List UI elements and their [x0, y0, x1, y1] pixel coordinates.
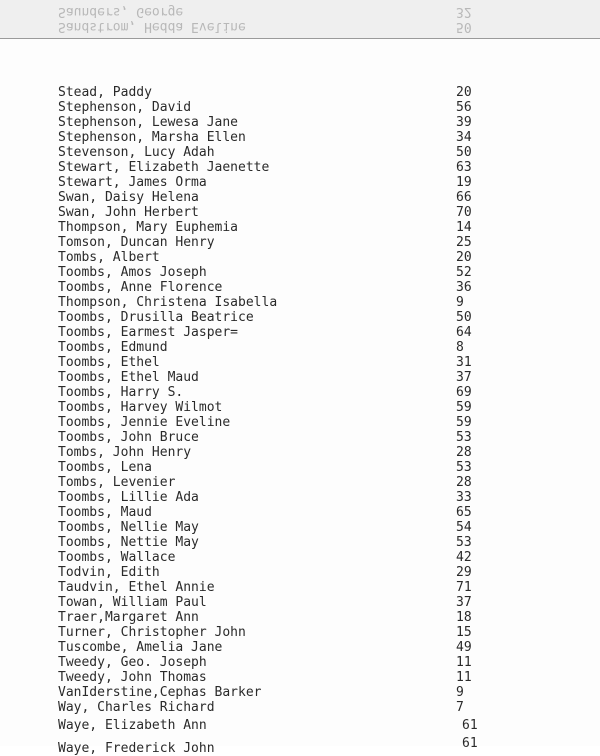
list-item	[58, 625, 578, 640]
entry-name: Toombs, Anne Florence	[58, 280, 223, 295]
list-item	[58, 280, 578, 295]
list-item	[58, 460, 578, 475]
list-item	[58, 310, 578, 325]
previous-page-strip	[0, 0, 600, 39]
list-item	[58, 640, 578, 655]
list-item	[58, 535, 578, 550]
list-item	[58, 685, 578, 700]
entry-age: 50	[456, 145, 472, 160]
entry-age: 36	[456, 280, 472, 295]
entry-name: Toombs, Wallace	[58, 550, 176, 565]
list-item	[58, 610, 578, 625]
entry-name: Waye, Elizabeth Ann	[58, 718, 207, 733]
entry-name: VanIderstine,Cephas Barker	[58, 685, 262, 700]
entry-name: Toombs, Nettie May	[58, 535, 199, 550]
entry-name: Waye, Frederick John	[58, 741, 215, 756]
entry-name: Stead, Paddy	[58, 85, 152, 100]
list-item	[58, 505, 578, 520]
entry-age: 31	[456, 355, 472, 370]
entry-name: Stephenson, David	[58, 100, 192, 115]
entry-age: 15	[456, 625, 472, 640]
entry-name: Tweedy, John Thomas	[58, 670, 207, 685]
list-item	[58, 130, 578, 145]
entry-name: Tombs, Albert	[58, 250, 160, 265]
list-item	[58, 205, 578, 220]
list-item	[58, 220, 578, 235]
entry-name: Tomson, Duncan Henry	[58, 235, 215, 250]
entry-age: 52	[456, 265, 472, 280]
entry-age: 53	[456, 535, 472, 550]
entry-name: Traer,Margaret Ann	[58, 610, 199, 625]
entry-name: Toombs, Lena	[58, 460, 152, 475]
entry-age: 49	[456, 640, 472, 655]
entry-name: Toombs, Amos Joseph	[58, 265, 207, 280]
entry-age: 8	[456, 340, 464, 355]
bleed-through-age: 50	[456, 19, 472, 34]
list-item	[58, 265, 578, 280]
list-item	[58, 490, 578, 505]
list-item	[58, 430, 578, 445]
entry-age: 20	[456, 85, 472, 100]
entry-age: 66	[456, 190, 472, 205]
entry-age: 65	[456, 505, 472, 520]
entry-name: Todvin, Edith	[58, 565, 160, 580]
list-item	[58, 400, 578, 415]
entry-name: Stevenson, Lucy Adah	[58, 145, 215, 160]
entry-age: 37	[456, 370, 472, 385]
entry-name: Toombs, Lillie Ada	[58, 490, 199, 505]
bleed-through-line: Sandstrom, Hedda Eveline	[58, 19, 246, 34]
entry-name: Stephenson, Marsha Ellen	[58, 130, 246, 145]
list-item	[58, 700, 578, 715]
entry-name: Turner, Christopher John	[58, 625, 246, 640]
entry-name: Toombs, John Bruce	[58, 430, 199, 445]
list-item	[58, 100, 578, 115]
list-item	[58, 670, 578, 685]
entry-name: Taudvin, Ethel Annie	[58, 580, 215, 595]
entry-age: 18	[456, 610, 472, 625]
list-item	[58, 580, 578, 595]
entry-age: 59	[456, 400, 472, 415]
entry-age: 53	[456, 430, 472, 445]
entry-name: Towan, William Paul	[58, 595, 207, 610]
list-item	[58, 340, 578, 355]
entry-name: Swan, John Herbert	[58, 205, 199, 220]
list-item	[58, 370, 578, 385]
entry-age: 20	[456, 250, 472, 265]
list-item	[58, 655, 578, 670]
entry-age: 39	[456, 115, 472, 130]
list-item	[58, 355, 578, 370]
entry-name: Toombs, Jennie Eveline	[58, 415, 231, 430]
entry-name: Tweedy, Geo. Joseph	[58, 655, 207, 670]
entry-name: Toombs, Drusilla Beatrice	[58, 310, 254, 325]
entry-name: Toombs, Earmest Jasper=	[58, 325, 239, 340]
list-item	[58, 718, 578, 733]
entry-age: 64	[456, 325, 472, 340]
bleed-through-age: 32	[456, 4, 472, 19]
list-item	[58, 250, 578, 265]
entry-age: 42	[456, 550, 472, 565]
entry-age: 61	[462, 736, 478, 751]
entry-name: Thompson, Christena Isabella	[58, 295, 278, 310]
entry-age: 37	[456, 595, 472, 610]
entry-age: 9	[456, 685, 464, 700]
list-item	[58, 565, 578, 580]
entry-age: 50	[456, 310, 472, 325]
entry-age: 25	[456, 235, 472, 250]
list-item	[58, 595, 578, 610]
entry-name: Way, Charles Richard	[58, 700, 215, 715]
list-item	[58, 415, 578, 430]
list-item	[58, 736, 578, 756]
entry-age: 63	[456, 160, 472, 175]
list-item	[58, 145, 578, 160]
entry-age: 61	[462, 718, 478, 733]
entry-age: 11	[456, 655, 472, 670]
entry-age: 11	[456, 670, 472, 685]
entry-name: Toombs, Ethel	[58, 355, 160, 370]
entry-age: 34	[456, 130, 472, 145]
entry-age: 56	[456, 100, 472, 115]
entry-name: Toombs, Harry S.	[58, 385, 184, 400]
entry-age: 71	[456, 580, 472, 595]
entry-age: 7	[456, 700, 464, 715]
entry-name: Toombs, Nellie May	[58, 520, 199, 535]
entry-age: 70	[456, 205, 472, 220]
entry-age: 28	[456, 445, 472, 460]
entry-name: Toombs, Maud	[58, 505, 152, 520]
entry-name: Tuscombe, Amelia Jane	[58, 640, 223, 655]
list-item	[58, 85, 578, 100]
entry-age: 59	[456, 415, 472, 430]
entry-name: Toombs, Harvey Wilmot	[58, 400, 223, 415]
list-item	[58, 385, 578, 400]
list-item	[58, 235, 578, 250]
list-item	[58, 295, 578, 310]
list-item	[58, 160, 578, 175]
entry-age: 9	[456, 295, 464, 310]
list-item	[58, 190, 578, 205]
entry-age: 53	[456, 460, 472, 475]
entry-name: Tombs, Levenier	[58, 475, 176, 490]
list-item	[58, 520, 578, 535]
entry-name: Stewart, Elizabeth Jaenette	[58, 160, 270, 175]
list-item	[58, 325, 578, 340]
list-item	[58, 175, 578, 190]
entry-name: Stewart, James Orma	[58, 175, 207, 190]
entry-name: Thompson, Mary Euphemia	[58, 220, 239, 235]
entry-name: Swan, Daisy Helena	[58, 190, 199, 205]
entry-age: 54	[456, 520, 472, 535]
entry-name: Stephenson, Lewesa Jane	[58, 115, 239, 130]
list-item	[58, 445, 578, 460]
entry-age: 28	[456, 475, 472, 490]
register-page	[0, 39, 600, 756]
list-item	[58, 115, 578, 130]
entry-age: 19	[456, 175, 472, 190]
entry-name: Tombs, John Henry	[58, 445, 192, 460]
entry-name: Toombs, Edmund	[58, 340, 168, 355]
entry-age: 14	[456, 220, 472, 235]
bleed-through-line: Saunders, George	[58, 4, 184, 19]
list-item	[58, 550, 578, 565]
entry-age: 69	[456, 385, 472, 400]
list-item	[58, 475, 578, 490]
entry-age: 29	[456, 565, 472, 580]
entry-name: Toombs, Ethel Maud	[58, 370, 199, 385]
entry-age: 33	[456, 490, 472, 505]
